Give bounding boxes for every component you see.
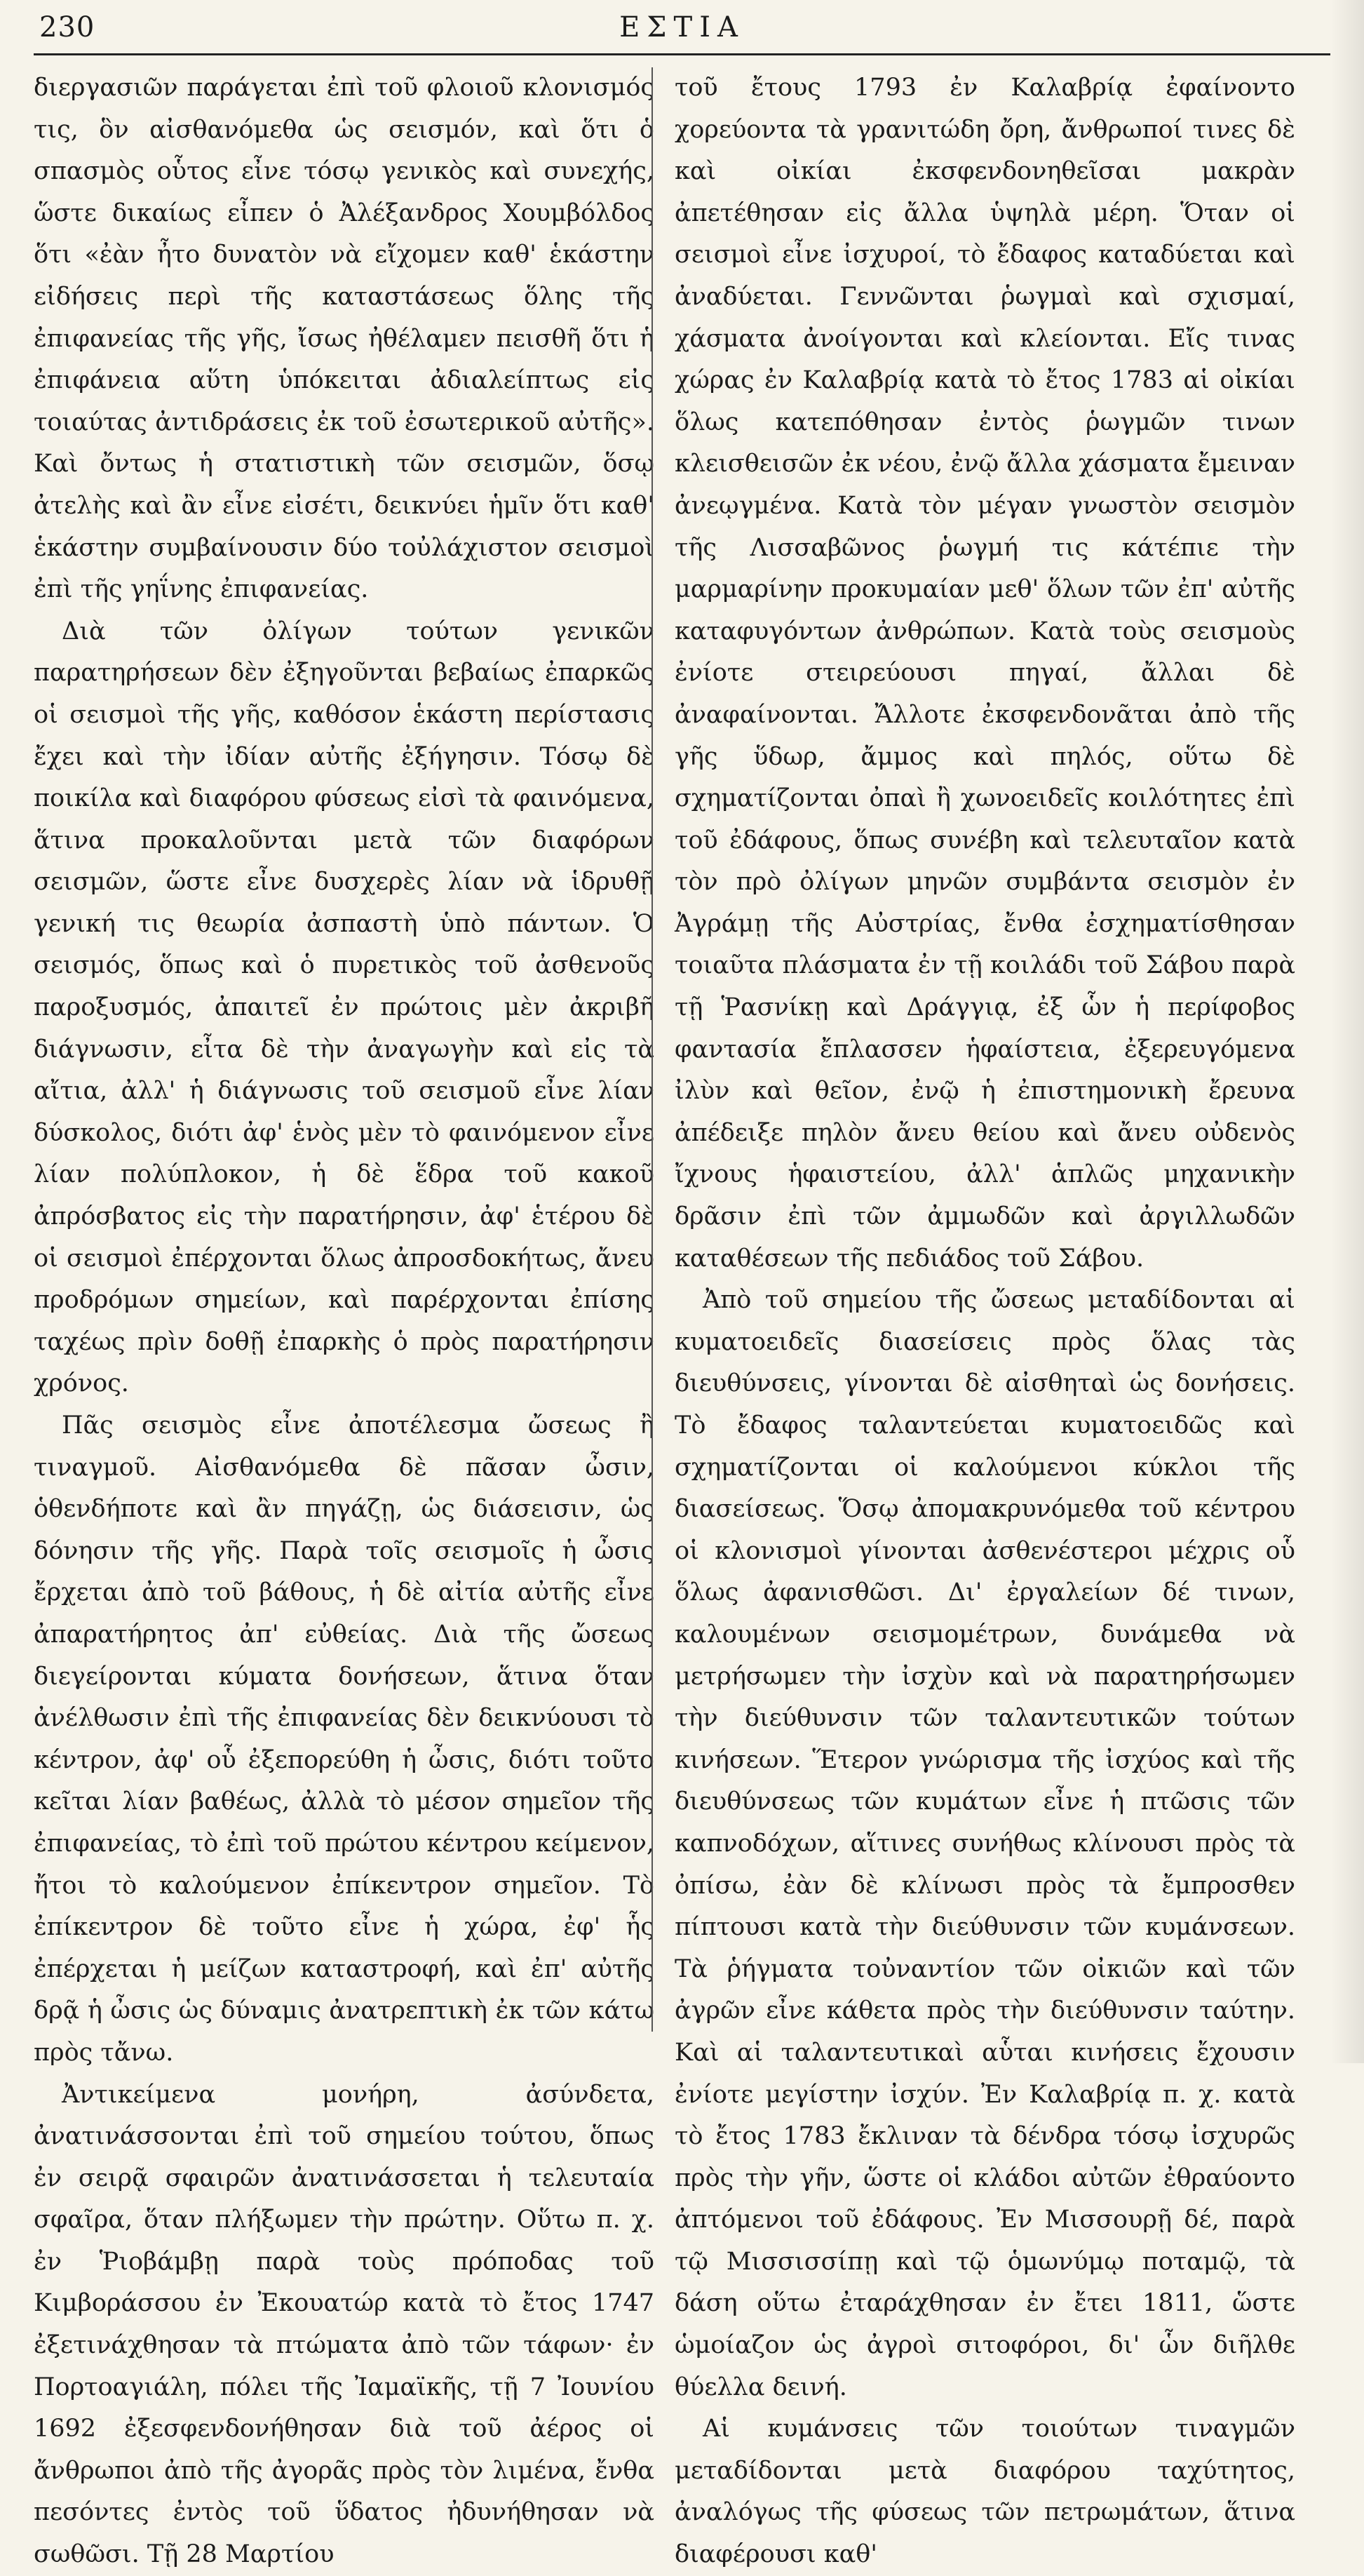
header-rule [34,53,1330,55]
page-edge-shadow [1330,0,1364,2063]
paragraph: Ἀπὸ τοῦ σημείου τῆς ὤσεως μεταδίδονται αἱ κυματοειδεῖς διασείσεις πρὸς ὅλας τὰς διευθύνσεις, γίνονται δὲ αἰσθηταὶ ὡς δονήσεις. Τὸ ἔδαφος ταλαντεύεται κυματοειδῶς καὶ σχηματίζονται οἱ καλούμενοι κύκλοι τῆς διασείσεως. Ὅσῳ ἀπομακρυνόμεθα τοῦ κέντρου οἱ κλονισμοὶ γίνονται ἀσθενέστεροι μέχρις οὗ ὅλως ἀφανισθῶσι. Δι' ἐργαλείων δέ τινων, καλουμένων σεισμομέτρων, δυνάμεθα νὰ μετρήσωμεν τὴν ἰσχὺν καὶ νὰ παρατηρήσωμεν τὴν διεύθυνσιν τῶν ταλαντευτικῶν τούτων κινήσεων. Ἕτερον γνώρισμα τῆς ἰσχύος καὶ τῆς διευθύνσεως τῶν κυμάτων εἶνε ἡ πτῶσις τῶν καπνοδόχων, αἵτινες συνήθως κλίνουσι πρὸς τὰ ὀπίσω, ἐὰν δὲ κλίνωσι πρὸς τὰ ἔμπροσθεν πίπτουσι κατὰ τὴν διεύθυνσιν τῶν κυμάνσεων. Τὰ ῥήγματα τοὐναντίον τῶν οἰκιῶν καὶ τῶν ἀγρῶν εἶνε κάθετα πρὸς τὴν διεύθυνσιν ταύτην. Καὶ αἱ ταλαντευτικαὶ αὗται κινήσεις ἔχουσιν ἐνίοτε μεγίστην ἰσχύν. Ἐν Καλαβρίᾳ π. χ. κατὰ τὸ ἔτος 1783 ἔκλιναν τὰ δένδρα τόσῳ ἰσχυρῶς πρὸς τὴν γῆν, ὥστε οἱ κλάδοι αὐτῶν ἐθραύοντο ἀπτόμενοι τοῦ ἐδάφους. Ἐν Μισσουρῇ δέ, παρὰ τῷ Μισσισσίπῃ καὶ τῷ ὁμωνύμῳ ποταμῷ, τὰ δάση οὕτω ἐταράχθησαν ἐν ἔτει 1811, ὥστε ὡμοίαζον ὡς ἀγροὶ σιτοφόροι, δι' ὧν διῆλθε θύελλα δεινή. [675,1286,1295,2401]
right-column [675,67,1295,2576]
left-column [34,67,654,2576]
page-header [34,10,1330,51]
column-divider [651,67,653,2032]
paragraph: Ἀντικείμενα μονήρη, ἀσύνδετα, ἀνατινάσσονται ἐπὶ τοῦ σημείου τούτου, ὅπως ἐν σειρᾷ σφαιρῶν ἀνατινάσσεται ἡ τελευταία σφαῖρα, ὅταν πλήξωμεν τὴν πρώτην. Οὕτω π. χ. ἐν Ῥιοβάμβῃ παρὰ τοὺς πρόποδας τοῦ Κιμβοράσσου ἐν Ἐκουατώρ κατὰ τὸ ἔτος 1747 ἐξετινάχθησαν τὰ πτώματα ἀπὸ τῶν τάφων· ἐν Πορτοαγιάλη, πόλει τῆς Ἰαμαϊκῆς, τῇ 7 Ἰουνίου 1692 ἐξεσφενδονήθησαν διὰ τοῦ ἀέρος οἱ ἄνθρωποι ἀπὸ τῆς ἀγορᾶς πρὸς τὸν λιμένα, ἔνθα πεσόντες ἐντὸς τοῦ ὕδατος ἠδυνήθησαν νὰ σωθῶσι. Τῇ 28 Μαρτίου [34,2080,654,2569]
page-number: 230 [39,11,95,43]
paragraph: Διὰ τῶν ὀλίγων τούτων γενικῶν παρατηρήσεων δὲν ἐξηγοῦνται βεβαίως ἐπαρκῶς οἱ σεισμοὶ τῆς γῆς, καθόσον ἑκάστη περίστασις ἔχει καὶ τὴν ἰδίαν αὐτῆς ἐξήγησιν. Τόσῳ δὲ ποικίλα καὶ διαφόρου φύσεως εἰσὶ τὰ φαινόμενα, ἅτινα προκαλοῦνται μετὰ τῶν διαφόρων σεισμῶν, ὥστε εἶνε δυσχερὲς λίαν νὰ ἱδρυθῇ γενική τις θεωρία ἀσπαστὴ ὑπὸ πάντων. Ὁ σεισμός, ὅπως καὶ ὁ πυρετικὸς τοῦ ἀσθενοῦς παροξυσμός, ἀπαιτεῖ ἐν πρώτοις μὲν ἀκριβῆ διάγνωσιν, εἶτα δὲ τὴν ἀναγωγὴν καὶ εἰς τὰ αἴτια, ἀλλ' ἡ διάγνωσις τοῦ σεισμοῦ εἶνε λίαν δύσκολος, διότι ἀφ' ἑνὸς μὲν τὸ φαινόμενον εἶνε λίαν πολύπλοκον, ἡ δὲ ἕδρα τοῦ κακοῦ ἀπρόσβατος εἰς τὴν παρατήρησιν, ἀφ' ἑτέρου δὲ οἱ σεισμοὶ ἐπέρχονται ὅλως ἀπροσδοκήτως, ἄνευ προδρόμων σημείων, καὶ παρέρχονται ἐπίσης ταχέως πρὶν δοθῇ ἐπαρκὴς ὁ πρὸς παρατήρησιν χρόνος. [34,617,654,1398]
paragraph: τοῦ ἔτους 1793 ἐν Καλαβρίᾳ ἐφαίνοντο χορεύοντα τὰ γρανιτώδη ὄρη, ἄνθρωποί τινες δὲ καὶ οἰκίαι ἐκσφενδονηθεῖσαι μακρὰν ἀπετέθησαν εἰς ἄλλα ὑψηλὰ μέρη. Ὅταν οἱ σεισμοὶ εἶνε ἰσχυροί, τὸ ἔδαφος καταδύεται καὶ ἀναδύεται. Γεννῶνται ῥωγμαὶ καὶ σχισμαί, χάσματα ἀνοίγονται καὶ κλείονται. Εἴς τινας χώρας ἐν Καλαβρίᾳ κατὰ τὸ ἔτος 1783 αἱ οἰκίαι ὅλως κατεπόθησαν ἐντὸς ῥωγμῶν τινων κλεισθεισῶν ἐκ νέου, ἐνῷ ἄλλα χάσματα ἔμειναν ἀνεῳγμένα. Κατὰ τὸν μέγαν γνωστὸν σεισμὸν τῆς Λισσαβῶνος ῥωγμή τις κάτέπιε τὴν μαρμαρίνην προκυμαίαν μεθ' ὅλων τῶν ἐπ' αὐτῆς καταφυγόντων ἀνθρώπων. Κατὰ τοὺς σεισμοὺς ἐνίοτε στειρεύουσι πηγαί, ἄλλαι δὲ ἀναφαίνονται. Ἄλλοτε ἐκσφενδονᾶται ἀπὸ τῆς γῆς ὕδωρ, ἄμμος καὶ πηλός, οὕτω δὲ σχηματίζονται ὀπαὶ ἢ χωνοειδεῖς κοιλότητες ἐπὶ τοῦ ἐδάφους, ὅπως συνέβη καὶ τελευταῖον κατὰ τὸν πρὸ ὀλίγων μηνῶν συμβάντα σεισμὸν ἐν Ἀγράμῃ τῆς Αὐστρίας, ἔνθα ἐσχηματίσθησαν τοιαῦτα πλάσματα ἐν τῇ κοιλάδι τοῦ Σάβου παρὰ τῇ Ῥασνίκῃ καὶ Δράγγιᾳ, ἐξ ὧν ἡ περίφοβος φαντασία ἔπλασσεν ἡφαίστεια, ἐξερευγόμενα ἰλὺν καὶ θεῖον, ἐνῷ ἡ ἐπιστημονικὴ ἔρευνα ἀπέδειξε πηλὸν ἄνευ θείου καὶ ἄνευ οὐδενὸς ἴχνους ἡφαιστείου, ἀλλ' ἁπλῶς μηχανικὴν δρᾶσιν ἐπὶ τῶν ἀμμωδῶν καὶ ἀργιλλωδῶν καταθέσεων τῆς πεδιάδος τοῦ Σάβου. [675,74,1295,1273]
paragraph: Αἱ κυμάνσεις τῶν τοιούτων τιναγμῶν μεταδίδονται μετὰ διαφόρου ταχύτητος, ἀναλόγως τῆς φύσεως τῶν πετρωμάτων, ἅτινα διαφέρουσι καθ' [675,2415,1295,2569]
paragraph: Πᾶς σεισμὸς εἶνε ἀποτέλεσμα ὤσεως ἢ τιναγμοῦ. Αἰσθανόμεθα δὲ πᾶσαν ὦσιν, ὁθενδήποτε καὶ ἂν πηγάζῃ, ὡς διάσεισιν, ὡς δόνησιν τῆς γῆς. Παρὰ τοῖς σεισμοῖς ἡ ὦσις ἔρχεται ἀπὸ τοῦ βάθους, ἡ δὲ αἰτία αὐτῆς εἶνε ἀπαρατήρητος ἀπ' εὐθείας. Διὰ τῆς ὤσεως διεγείρονται κύματα δονήσεων, ἅτινα ὅταν ἀνέλθωσιν ἐπὶ τῆς ἐπιφανείας δὲν δεικνύουσι τὸ κέντρον, ἀφ' οὗ ἐξεπορεύθη ἡ ὦσις, διότι τοῦτο κεῖται λίαν βαθέως, ἀλλὰ τὸ μέσον σημεῖον τῆς ἐπιφανείας, τὸ ἐπὶ τοῦ πρώτου κέντρου κείμενον, ἤτοι τὸ καλούμενον ἐπίκεντρον σημεῖον. Τὸ ἐπίκεντρον δὲ τοῦτο εἶνε ἡ χώρα, ἐφ' ἧς ἐπέρχεται ἡ μείζων καταστροφή, καὶ ἐπ' αὐτῆς δρᾷ ἡ ὦσις ὡς δύναμις ἀνατρεπτικὴ ἐκ τῶν κάτω πρὸς τἄνω. [34,1411,654,2067]
paragraph: διεργασιῶν παράγεται ἐπὶ τοῦ φλοιοῦ κλονισμός τις, ὃν αἰσθανόμεθα ὡς σεισμόν, καὶ ὅτι ὁ σπασμὸς οὗτος εἶνε τόσῳ γενικὸς καὶ συνεχής, ὥστε δικαίως εἶπεν ὁ Ἀλέξανδρος Χουμβόλδος ὅτι «ἐὰν ἦτο δυνατὸν νὰ εἴχομεν καθ' ἑκάστην εἰδήσεις περὶ τῆς καταστάσεως ὅλης τῆς ἐπιφανείας τῆς γῆς, ἴσως ἠθέλαμεν πεισθῆ ὅτι ἡ ἐπιφάνεια αὕτη ὑπόκειται ἀδιαλείπτως εἰς τοιαύτας ἀντιδράσεις ἐκ τοῦ ἐσωτερικοῦ αὐτῆς». Καὶ ὄντως ἡ στατιστικὴ τῶν σεισμῶν, ὅσῳ ἀτελὴς καὶ ἂν εἶνε εἰσέτι, δεικνύει ἡμῖν ὅτι καθ' ἑκάστην συμβαίνουσιν δύο τοὐλάχιστον σεισμοὶ ἐπὶ τῆς γηΐνης ἐπιφανείας. [34,74,654,604]
running-title: ΕΣΤΙΑ [619,11,745,43]
